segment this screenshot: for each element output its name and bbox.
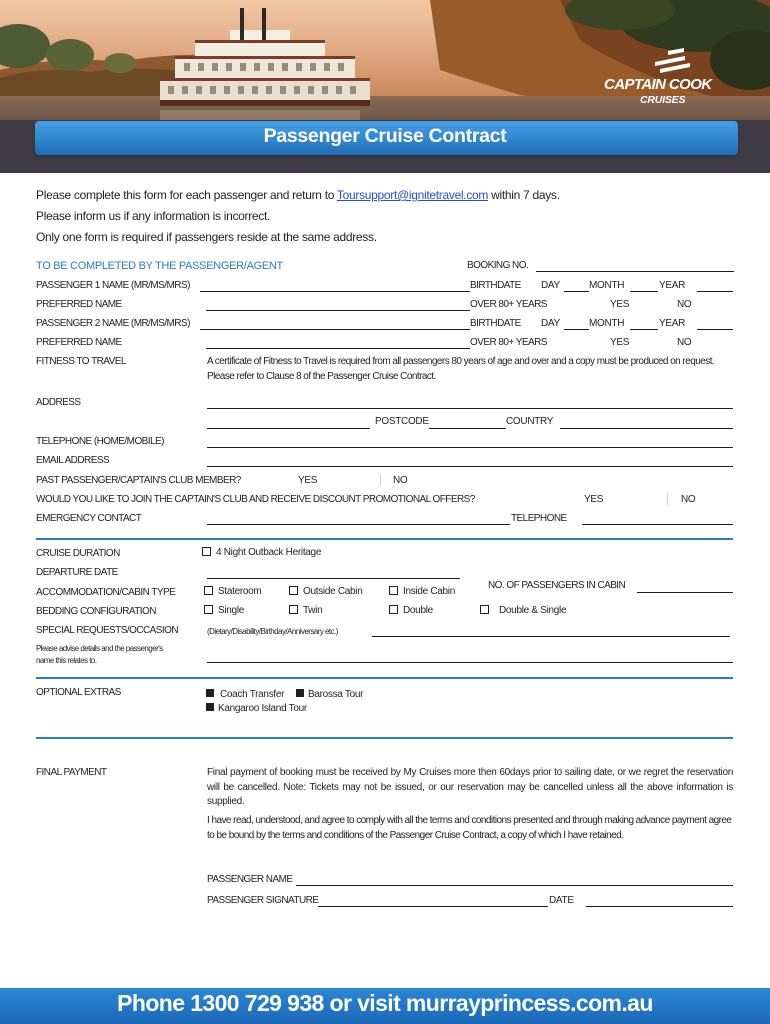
kangaroo-tour-label: Kangaroo Island Tour xyxy=(218,703,307,714)
join-club-label: WOULD YOU LIKE TO JOIN THE CAPTAIN'S CLUB AND RECEIVE DISCOUNT PROMOTIONAL OFFERS? xyxy=(36,494,475,505)
passenger2-name-field[interactable] xyxy=(200,329,470,330)
emergency-contact-field[interactable] xyxy=(207,524,510,525)
twin-label: Twin xyxy=(303,605,323,616)
birthdate-label-2: BIRTHDATE xyxy=(470,318,521,329)
single-option[interactable] xyxy=(204,605,244,616)
year-label-2: YEAR xyxy=(659,318,686,329)
p2-day-field[interactable] xyxy=(564,329,589,330)
cruise-option-checkbox[interactable] xyxy=(202,547,211,556)
single-label: Single xyxy=(218,605,244,616)
stateroom-option[interactable] xyxy=(204,586,261,597)
intro-text-after: within 7 days. xyxy=(488,188,560,202)
address-line-2-field[interactable] xyxy=(207,428,370,429)
booking-no-label: BOOKING NO. xyxy=(467,260,529,271)
no-passengers-label: NO. OF PASSENGERS IN CABIN xyxy=(488,580,626,591)
yes-no-divider-2 xyxy=(667,493,668,505)
preferred-name-label-2: PREFERRED NAME xyxy=(36,337,122,348)
inside-cabin-option[interactable] xyxy=(389,586,455,597)
no-passengers-field[interactable] xyxy=(637,592,733,593)
advise-note-1: Please advise details and the passenger's xyxy=(36,644,163,653)
coach-transfer-label: Coach Transfer xyxy=(220,689,285,700)
special-requests-field-1[interactable] xyxy=(372,636,730,637)
intro-line-3: Only one form is required if passengers reside at the same address. xyxy=(36,230,377,244)
coach-transfer-option[interactable] xyxy=(206,689,284,700)
section-divider-2 xyxy=(36,677,733,679)
outside-cabin-checkbox[interactable] xyxy=(289,586,298,595)
join-club-no[interactable]: NO xyxy=(681,494,696,505)
outside-cabin-option[interactable] xyxy=(289,586,362,597)
postcode-label: POSTCODE xyxy=(375,416,429,427)
p2-over80-no[interactable]: NO xyxy=(677,337,692,348)
double-single-label: Double & Single xyxy=(499,605,567,616)
bedding-label: BEDDING CONFIGURATION xyxy=(36,606,156,617)
inside-cabin-checkbox[interactable] xyxy=(389,586,398,595)
departure-date-label: DEPARTURE DATE xyxy=(36,567,118,578)
support-email-link[interactable]: Toursupport@ignitetravel.com xyxy=(336,188,489,202)
final-payment-label: FINAL PAYMENT xyxy=(36,767,107,778)
twin-option[interactable] xyxy=(289,605,322,616)
month-label: MONTH xyxy=(589,280,625,291)
section-divider-3 xyxy=(36,737,733,739)
p1-year-field[interactable] xyxy=(697,291,733,292)
barossa-tour-label: Barossa Tour xyxy=(308,689,364,700)
emergency-telephone-field[interactable] xyxy=(582,524,733,525)
fitness-label: FITNESS TO TRAVEL xyxy=(36,356,126,367)
telephone-home-field[interactable] xyxy=(207,447,733,448)
advise-note-2: name this relates to. xyxy=(36,656,97,665)
passenger-name-field[interactable] xyxy=(296,885,733,886)
p1-preferred-name-field[interactable] xyxy=(206,310,470,311)
email-address-label: EMAIL ADDRESS xyxy=(36,455,110,466)
p1-day-field[interactable] xyxy=(564,291,589,292)
stateroom-label: Stateroom xyxy=(218,586,262,597)
emergency-telephone-label: TELEPHONE xyxy=(511,513,567,524)
final-payment-text: Final payment of booking must be received by My Cruises more then 60days prior to sailing date, or we regret the reservation will be cancelled. Note: Tickets may not be issued, or our reservation may be cancelled unless all the above information is supplied. xyxy=(207,767,733,807)
coach-transfer-checkbox[interactable] xyxy=(206,689,214,697)
section-heading: TO BE COMPLETED BY THE PASSENGER/AGENT xyxy=(36,260,283,272)
telephone-home-label: TELEPHONE (HOME/MOBILE) xyxy=(36,436,164,447)
postcode-field[interactable] xyxy=(429,428,506,429)
day-label: DAY xyxy=(541,280,560,291)
address-line-1-field[interactable] xyxy=(207,408,733,409)
day-label-2: DAY xyxy=(541,318,560,329)
passenger1-name-label: PASSENGER 1 NAME (MR/MS/MRS) xyxy=(36,280,190,291)
passenger2-name-label: PASSENGER 2 NAME (MR/MS/MRS) xyxy=(36,318,190,329)
barossa-tour-checkbox[interactable] xyxy=(296,689,304,697)
passenger-signature-label: PASSENGER SIGNATURE xyxy=(207,895,319,906)
accommodation-label: ACCOMMODATION/CABIN TYPE xyxy=(36,587,176,598)
double-label: Double xyxy=(403,605,433,616)
address-label: ADDRESS xyxy=(36,397,81,408)
date-field[interactable] xyxy=(586,906,733,907)
p1-month-field[interactable] xyxy=(630,291,658,292)
p2-month-field[interactable] xyxy=(630,329,658,330)
over80-label: OVER 80+ YEARS xyxy=(470,299,547,310)
birthdate-label: BIRTHDATE xyxy=(470,280,521,291)
double-option[interactable] xyxy=(389,605,433,616)
past-member-label: PAST PASSENGER/CAPTAIN'S CLUB MEMBER? xyxy=(36,475,241,486)
preferred-name-label: PREFERRED NAME xyxy=(36,299,122,310)
passenger1-name-field[interactable] xyxy=(200,291,470,292)
cruise-option-label: 4 Night Outback Heritage xyxy=(216,547,322,558)
special-requests-label: SPECIAL REQUESTS/OCCASION xyxy=(36,625,179,636)
p2-preferred-name-field[interactable] xyxy=(206,348,470,349)
p2-over80-yes[interactable]: YES xyxy=(610,337,630,348)
cruise-duration-label: CRUISE DURATION xyxy=(36,548,120,559)
join-club-yes[interactable]: YES xyxy=(584,494,604,505)
cruise-option[interactable] xyxy=(202,547,321,558)
double-single-option[interactable] xyxy=(480,605,566,616)
kangaroo-tour-option[interactable] xyxy=(206,703,307,714)
fitness-text: A certificate of Fitness to Travel is required from all passengers 80 years of age and over and a copy must be produced on request. Please refer to Clause 8 of the Passenger Cruise Contract. xyxy=(207,356,715,382)
past-member-no[interactable]: NO xyxy=(393,475,408,486)
over80-label-2: OVER 80+ YEARS xyxy=(470,337,547,348)
p1-over80-yes[interactable]: YES xyxy=(610,299,630,310)
emergency-contact-label: EMERGENCY CONTACT xyxy=(36,513,142,524)
inside-cabin-label: Inside Cabin xyxy=(403,586,455,597)
intro-line-2: Please inform us if any information is incorrect. xyxy=(36,209,271,223)
intro-text: Please complete this form for each passenger and return to xyxy=(36,188,337,202)
special-requests-hint: (Dietary/Disability/Birthday/Anniversary etc.) xyxy=(207,627,338,636)
section-divider-1 xyxy=(36,538,733,540)
single-checkbox[interactable] xyxy=(204,605,213,614)
special-requests-field-2[interactable] xyxy=(207,662,733,663)
barossa-tour-option[interactable] xyxy=(296,689,363,700)
intro-line-1 xyxy=(36,188,560,202)
month-label-2: MONTH xyxy=(589,318,625,329)
p2-year-field[interactable] xyxy=(697,329,733,330)
brand-subname: CRUISES xyxy=(640,94,686,106)
brand-name: CAPTAIN COOK xyxy=(604,76,712,93)
twin-checkbox[interactable] xyxy=(289,605,298,614)
double-single-checkbox[interactable] xyxy=(480,605,489,614)
optional-extras-label: OPTIONAL EXTRAS xyxy=(36,687,121,698)
country-label: COUNTRY xyxy=(506,416,554,427)
date-label: DATE xyxy=(549,895,574,906)
passenger-name-label: PASSENGER NAME xyxy=(207,874,293,885)
past-member-yes[interactable]: YES xyxy=(298,475,318,486)
stateroom-checkbox[interactable] xyxy=(204,586,213,595)
p1-over80-no[interactable]: NO xyxy=(677,299,692,310)
yes-no-divider xyxy=(380,474,381,486)
page-title: Passenger Cruise Contract xyxy=(263,125,507,147)
email-address-field[interactable] xyxy=(207,466,733,467)
outside-cabin-label: Outside Cabin xyxy=(303,586,363,597)
booking-no-field[interactable] xyxy=(536,271,734,272)
departure-date-field[interactable] xyxy=(207,578,460,579)
year-label: YEAR xyxy=(659,280,686,291)
agreement-text: I have read, understood, and agree to comply with all the terms and conditions presented and through making advance payment agree to be bound by the terms and conditions of the Passenger Cruise Contract, a copy of which I have retained. xyxy=(207,815,732,841)
kangaroo-tour-checkbox[interactable] xyxy=(206,703,214,711)
country-field[interactable] xyxy=(560,428,733,429)
footer-contact-text: Phone 1300 729 938 or visit murrayprincess.com.au xyxy=(117,990,653,1016)
double-checkbox[interactable] xyxy=(389,605,398,614)
passenger-signature-field[interactable] xyxy=(318,906,548,907)
